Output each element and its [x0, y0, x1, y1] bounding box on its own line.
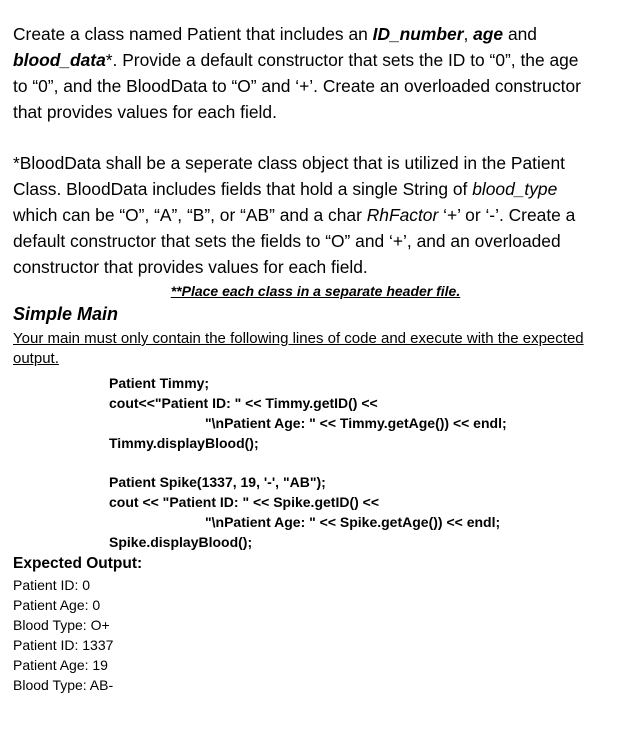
- code-line: cout << "Patient ID: " << Spike.getID() <<: [109, 494, 380, 510]
- p2-line-5: constructor that provides values for each field.: [13, 257, 368, 277]
- output-line: Patient Age: 19: [13, 657, 108, 673]
- code-line: "\nPatient Age: " << Timmy.getAge()) << endl;: [205, 415, 507, 431]
- code-line: Patient Timmy;: [109, 375, 210, 391]
- output-line: Patient ID: 0: [13, 577, 91, 593]
- expected-output-list: [13, 575, 113, 695]
- p1-line-4: that provides values for each field.: [13, 102, 277, 122]
- rhfactor-term: RhFactor: [366, 205, 439, 225]
- assignment-paragraph-blooddata: [13, 150, 575, 280]
- age-term: age: [473, 24, 504, 44]
- blood-data-term: blood_data: [13, 50, 106, 70]
- code-line: cout<<"Patient ID: " << Timmy.getID() <<: [109, 395, 378, 411]
- p2-line-3: which can be “O”, “A”, “B”, or “AB” and a char RhFactor ‘+’ or ‘-’. Create a: [13, 205, 576, 225]
- output-line: Blood Type: O+: [13, 617, 110, 633]
- p1-line-1: Create a class named Patient that includes an ID_number, age and: [13, 24, 537, 44]
- output-line: Patient Age: 0: [13, 597, 101, 613]
- main-requirement: Your main must only contain the following lines of code and execute with the expected output.: [13, 330, 584, 367]
- output-line: Patient ID: 1337: [13, 637, 114, 653]
- p2-line-2: Class. BloodData includes fields that hold a single String of blood_type: [13, 179, 558, 199]
- expected-output-heading: Expected Output:: [13, 555, 143, 572]
- assignment-paragraph-patient: [13, 21, 581, 125]
- code-line: Patient Spike(1337, 19, '-', "AB");: [109, 474, 326, 490]
- code-line: Timmy.displayBlood();: [109, 435, 259, 451]
- p2-line-1: *BloodData shall be a seperate class object that is utilized in the Patient: [13, 153, 565, 173]
- blood-type-term: blood_type: [472, 179, 558, 199]
- code-line: "\nPatient Age: " << Spike.getAge()) << endl;: [205, 514, 501, 530]
- code-line: Spike.displayBlood();: [109, 534, 253, 550]
- header-file-note: **Place each class in a separate header file.: [170, 283, 461, 299]
- output-line: Blood Type: AB-: [13, 677, 114, 693]
- id-number-term: ID_number: [372, 24, 464, 44]
- p1-line-2: blood_data*. Provide a default constructor that sets the ID to “0”, the age: [13, 50, 579, 70]
- simple-main-heading: Simple Main: [13, 304, 119, 324]
- p1-line-3: to “0”, and the BloodData to “O” and ‘+’. Create an overloaded constructor: [13, 76, 581, 96]
- p2-line-4: default constructor that sets the fields to “O” and ‘+’, and an overloaded: [13, 231, 561, 251]
